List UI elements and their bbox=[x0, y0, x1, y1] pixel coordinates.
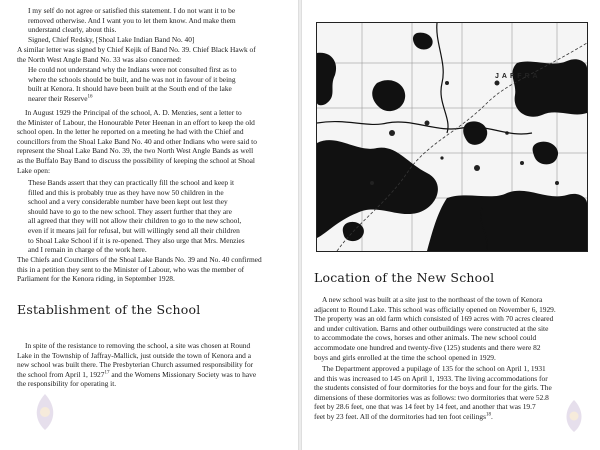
quote-bands-assert bbox=[28, 178, 293, 255]
footnote-ref: 17 bbox=[104, 370, 110, 376]
text-line: the North West Angle Band No. 33 was also concerned: bbox=[17, 54, 182, 64]
historical-map bbox=[316, 22, 588, 252]
text-line: and I remain in charge of the work here. bbox=[28, 245, 147, 255]
text-line: He could not understand why the Indians were not consulted first as to bbox=[28, 65, 237, 74]
text-span: and the Womens Missionary Society was to have bbox=[111, 369, 257, 379]
text-line: A similar letter was signed by Chief Kejik of Band No. 39. Chief Black Hawk of bbox=[17, 45, 256, 54]
text-line: Lake open: bbox=[17, 165, 51, 175]
quote-black-hawk bbox=[28, 65, 293, 103]
map-illustration bbox=[317, 23, 587, 251]
text-line: boys and girls enrolled at the time the school opened in 1929. bbox=[314, 352, 496, 362]
text-line bbox=[28, 94, 293, 104]
text-line: The Department approved a pupilage of 135 for the school on April 1, 1931 bbox=[322, 364, 546, 373]
text-line: school open. In the letter he reported on a meeting he had with the Chief and bbox=[17, 127, 244, 137]
paragraph-dormitories bbox=[314, 364, 596, 422]
text-line: filled and this is probably true as they have now 50 children in the bbox=[28, 187, 224, 197]
footnote-ref: 18 bbox=[486, 412, 491, 418]
text-line: the students consisted of four dormitories for the boys and four for the girls. The bbox=[314, 383, 552, 393]
paragraph-location bbox=[314, 295, 596, 362]
text-line: should have to go to the new school. They assert further that they are bbox=[28, 206, 232, 216]
text-line: to Shoal Lake School if it is re-opened. They also urge that Mrs. Menzies bbox=[28, 235, 245, 245]
signature-line: Signed, Chief Redsky, [Shoal Lake Indian Band No. 40] bbox=[28, 34, 195, 44]
text-line: I my self do not agree or satisfied this statement. I do not want it to be bbox=[28, 6, 236, 15]
footnote-ref: 16 bbox=[87, 94, 93, 100]
map-label: JAFFRA bbox=[495, 73, 541, 80]
decorative-feather-icon bbox=[30, 392, 60, 432]
text-line: feet by 23 feet. All of the dormitories had ten foot ceilings$^{18}$. bbox=[314, 411, 493, 421]
text-line: where the schools should be built, and he was not in favour of it being bbox=[28, 74, 236, 84]
text-line: A new school was built at a site just to the northeast of the town of Kenora bbox=[322, 295, 543, 304]
text-line: school and a very considerable number have been kept out lest they bbox=[28, 197, 228, 207]
text-line: accommodate one hundred and twenty-five (125) students and there were 82 bbox=[314, 342, 541, 352]
letter-intro bbox=[17, 45, 295, 64]
paragraph-menzies bbox=[17, 108, 295, 175]
text-span: nearer their Reserve bbox=[28, 93, 88, 103]
text-line: understand clearly, about this. bbox=[28, 25, 117, 35]
text-line: removed otherwise. And I want you to let them know. And make them bbox=[28, 15, 236, 25]
text-line bbox=[17, 370, 295, 380]
text-line: and this was increased to 145 on April 1, 1933. The living accommodations for bbox=[314, 373, 548, 383]
text-line: as the Buffalo Bay Band to discuss the possibility of keeping the school at Shoal bbox=[17, 155, 255, 165]
text-line: the Minister of Labour, the Honourable Peter Heenan in an effort to keep the old bbox=[17, 117, 255, 127]
text-line: dimensions of these dormitories was as follows: two dormitories that were 52.8 bbox=[314, 392, 549, 402]
page-gutter bbox=[298, 0, 302, 450]
text-line: The property was an old farm which consisted of 169 acres with 70 acres cleared bbox=[314, 314, 554, 324]
text-line: Lake in the Township of Jaffray-Mallick, just outside the town of Kenora and a bbox=[17, 350, 252, 360]
text-line: The Chiefs and Councillors of the Shoal Lake Bands No. 39 and No. 40 confirmed bbox=[17, 255, 262, 264]
quote-redsky bbox=[28, 6, 293, 44]
text-line: to accommodate the cows, horses and other animals. The new school could bbox=[314, 333, 537, 343]
text-line: built at Kenora. It should have been built at the South end of the lake bbox=[28, 84, 232, 94]
text-line: adjacent to Round Lake. This school was officially opened on November 6, 1929. bbox=[314, 304, 556, 314]
decorative-feather-icon bbox=[560, 398, 588, 434]
section-heading-location: Location of the New School bbox=[314, 270, 495, 285]
text-line: and under cultivation. Barns and other outbuildings were constructed at the site bbox=[314, 323, 549, 333]
text-line: even if it means jail for refusal, but will willingly send all their children bbox=[28, 225, 240, 235]
text-line: the responsibility for operating it. bbox=[17, 379, 117, 389]
text-line: represent the Shoal Lake Band No. 39, the two North West Angle Bands as well bbox=[17, 146, 254, 156]
text-line: feet by 28.6 feet, one that was 14 feet by 14 feet, and another that was 19.7 bbox=[314, 402, 536, 412]
text-line: councillors from the Shoal Lake Band No. 40 and other Indians who were said to bbox=[17, 136, 257, 146]
text-span: feet by 23 feet. All of the dormitories had ten foot ceilings bbox=[314, 411, 486, 421]
text-line: this in a petition they sent to the Minister of Labour, who was the member of bbox=[17, 264, 245, 274]
paragraph-petition bbox=[17, 255, 295, 284]
text-line: In August 1929 the Principal of the school, A. D. Menzies, sent a letter to bbox=[25, 108, 242, 117]
text-line: all agreed that they will not allow their children to go to the new school, bbox=[28, 216, 242, 226]
paragraph-establishment bbox=[17, 341, 295, 389]
text-line: In spite of the resistance to removing the school, a site was chosen at Round bbox=[25, 341, 251, 350]
text-line: Parliament for the Kenora riding, in September 1928. bbox=[17, 274, 175, 284]
text-line: new school was built there. The Presbyterian Church assumed responsibility for bbox=[17, 360, 254, 370]
text-span: the school from April 1, 1927 bbox=[17, 369, 105, 379]
text-line: These Bands assert that they can practically fill the school and keep it bbox=[28, 178, 235, 187]
section-heading-establishment: Establishment of the School bbox=[17, 302, 201, 317]
